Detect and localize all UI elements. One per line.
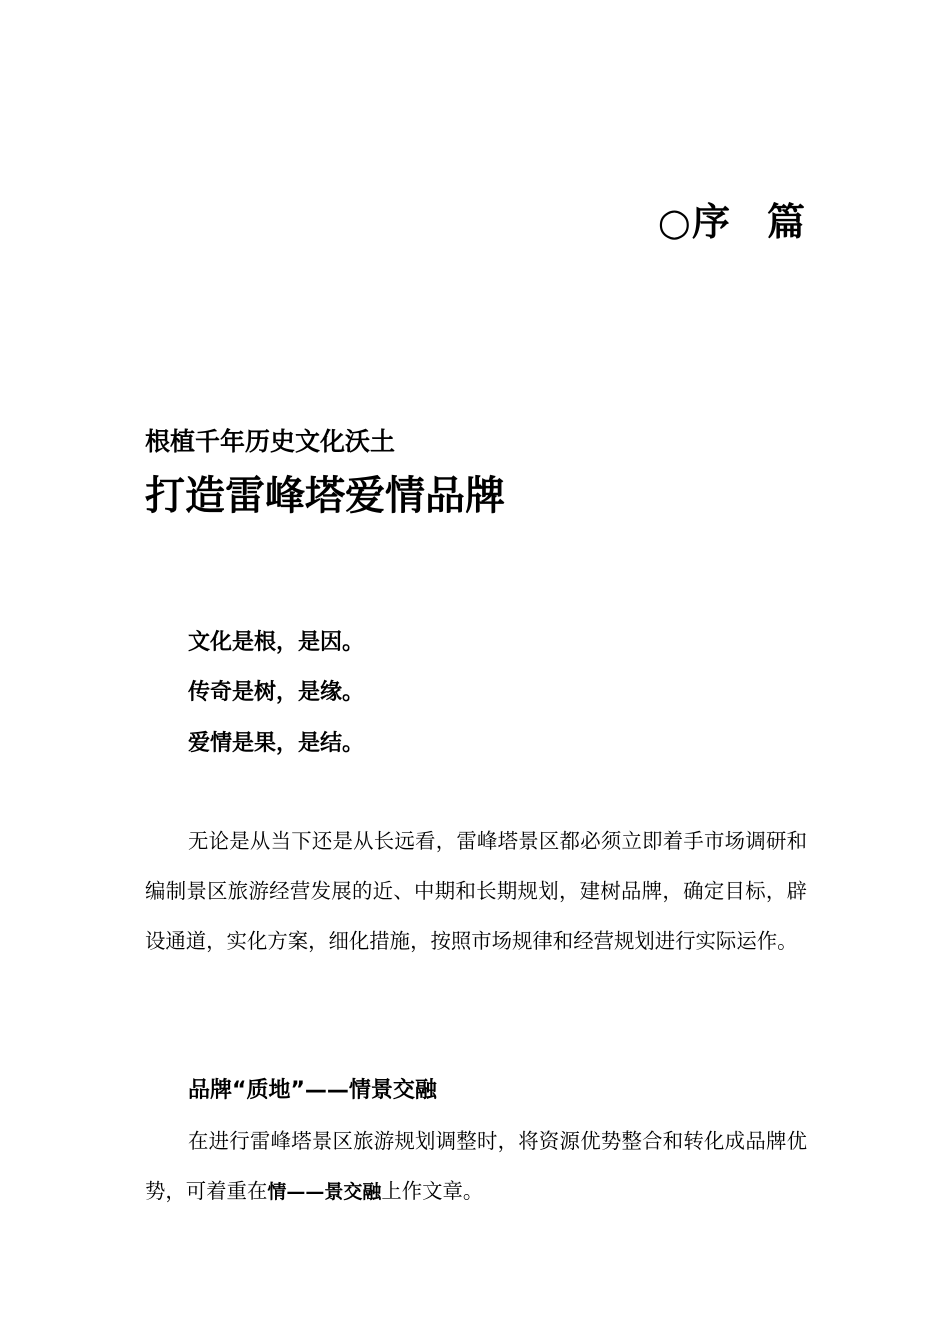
- section-text-emphasis: 情——景交融: [267, 1181, 382, 1203]
- section-text-end: 上作文章。: [381, 1179, 484, 1203]
- section-text-start: 在进行雷峰塔景区旅游规划调整时，将资源优势整合和转化成品牌优势，可着重在: [145, 1129, 807, 1203]
- verse-line: 文化是根，是因。: [188, 629, 365, 655]
- headline-subtitle: 根植千年历史文化沃土: [145, 427, 396, 456]
- body-paragraph: 无论是从当下还是从长远看，雷峰塔景区都必须立即着手市场调研和编制景区旅游经营发展的近、中期和长期规划，建树品牌，确定目标，辟设通道，实化方案，细化措施，按照市场规律和经营规划进行实际运作。: [145, 829, 807, 953]
- chapter-word-2: 篇: [766, 200, 806, 244]
- circle-mark: ○: [657, 200, 692, 244]
- verse-line: 传奇是树，是缘。: [188, 679, 365, 705]
- chapter-title: [658, 196, 806, 248]
- section-heading: 品牌“质地”——情景交融: [188, 1078, 437, 1103]
- headline-title: 打造雷峰塔爱情品牌: [145, 473, 505, 519]
- verse-line: 爱情是果，是结。: [188, 730, 365, 756]
- chapter-word-1: 序: [691, 200, 731, 244]
- section-paragraph: [145, 1116, 807, 1217]
